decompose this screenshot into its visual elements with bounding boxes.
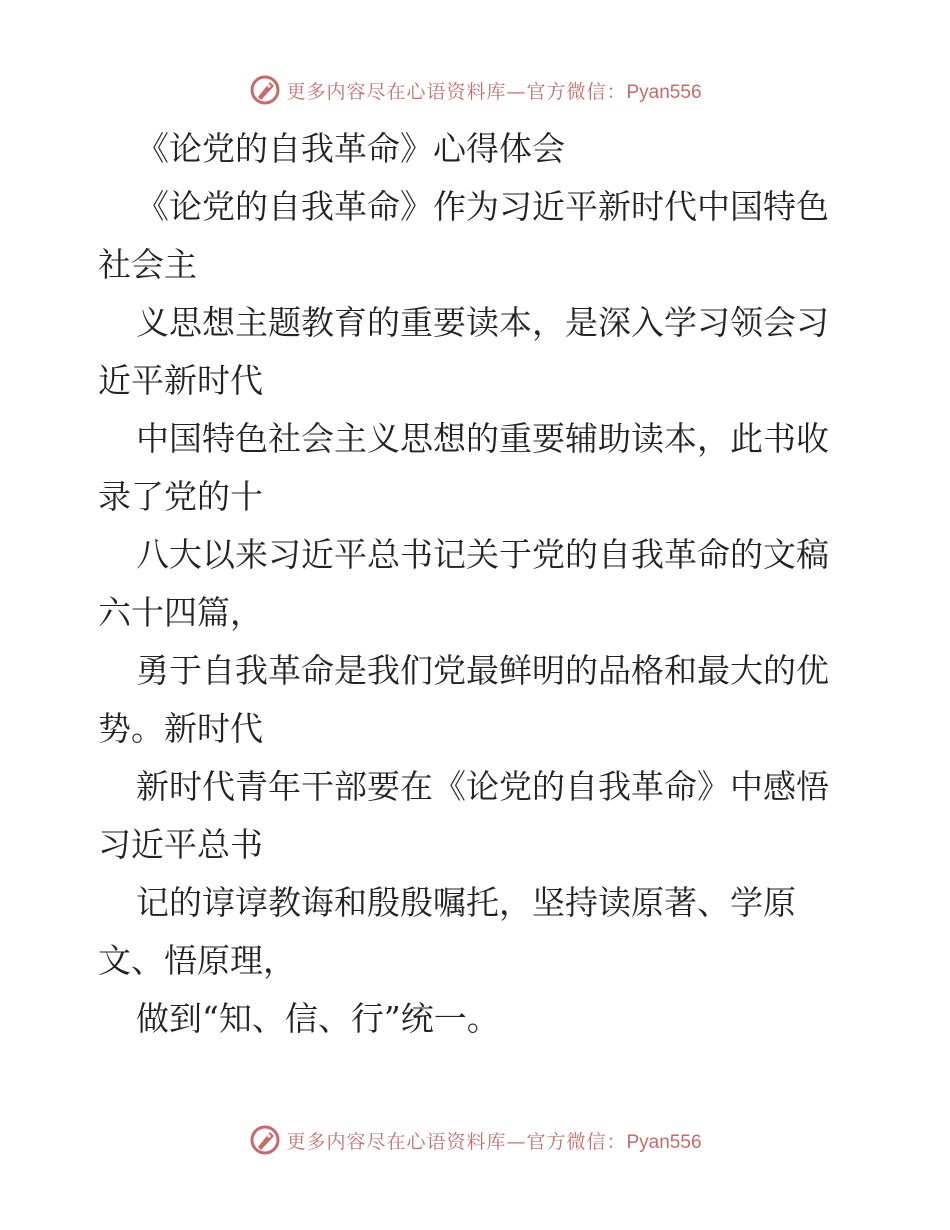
document-body bbox=[98, 120, 858, 1048]
pen-nib-circle-icon bbox=[248, 1123, 282, 1157]
document-title: 《论党的自我革命》心得体会 bbox=[136, 129, 565, 168]
body-text-line: 社会主 bbox=[98, 245, 197, 284]
body-text-line: 义思想主题教育的重要读本，是深入学习领会习 bbox=[136, 303, 829, 342]
body-text-line: 中国特色社会主义思想的重要辅助读本，此书收 bbox=[136, 419, 829, 458]
watermark-text: 更多内容尽在心语资料库—官方微信：Pyan556 bbox=[286, 1130, 702, 1153]
body-text-line: 文、悟原理， bbox=[98, 941, 296, 980]
header-watermark bbox=[0, 70, 950, 110]
watermark-text: 更多内容尽在心语资料库—官方微信：Pyan556 bbox=[286, 80, 702, 103]
body-text-line: 六十四篇， bbox=[98, 593, 263, 632]
body-text-line: 新时代青年干部要在《论党的自我革命》中感悟 bbox=[136, 767, 829, 806]
body-text-line: 近平新时代 bbox=[98, 361, 263, 400]
body-text-line: 势。新时代 bbox=[98, 709, 263, 748]
body-text-line: 习近平总书 bbox=[98, 825, 263, 864]
body-text-line: 《论党的自我革命》作为习近平新时代中国特色 bbox=[136, 187, 829, 226]
body-text-line: 记的谆谆教诲和殷殷嘱托，坚持读原著、学原 bbox=[136, 883, 796, 922]
body-text-line: 做到“知、信、行”统一。 bbox=[136, 999, 500, 1038]
body-text-line: 勇于自我革命是我们党最鲜明的品格和最大的优 bbox=[136, 651, 829, 690]
body-text-line: 录了党的十 bbox=[98, 477, 263, 516]
body-text-line: 八大以来习近平总书记关于党的自我革命的文稿 bbox=[136, 535, 829, 574]
footer-watermark bbox=[0, 1120, 950, 1160]
pen-nib-circle-icon bbox=[248, 73, 282, 107]
